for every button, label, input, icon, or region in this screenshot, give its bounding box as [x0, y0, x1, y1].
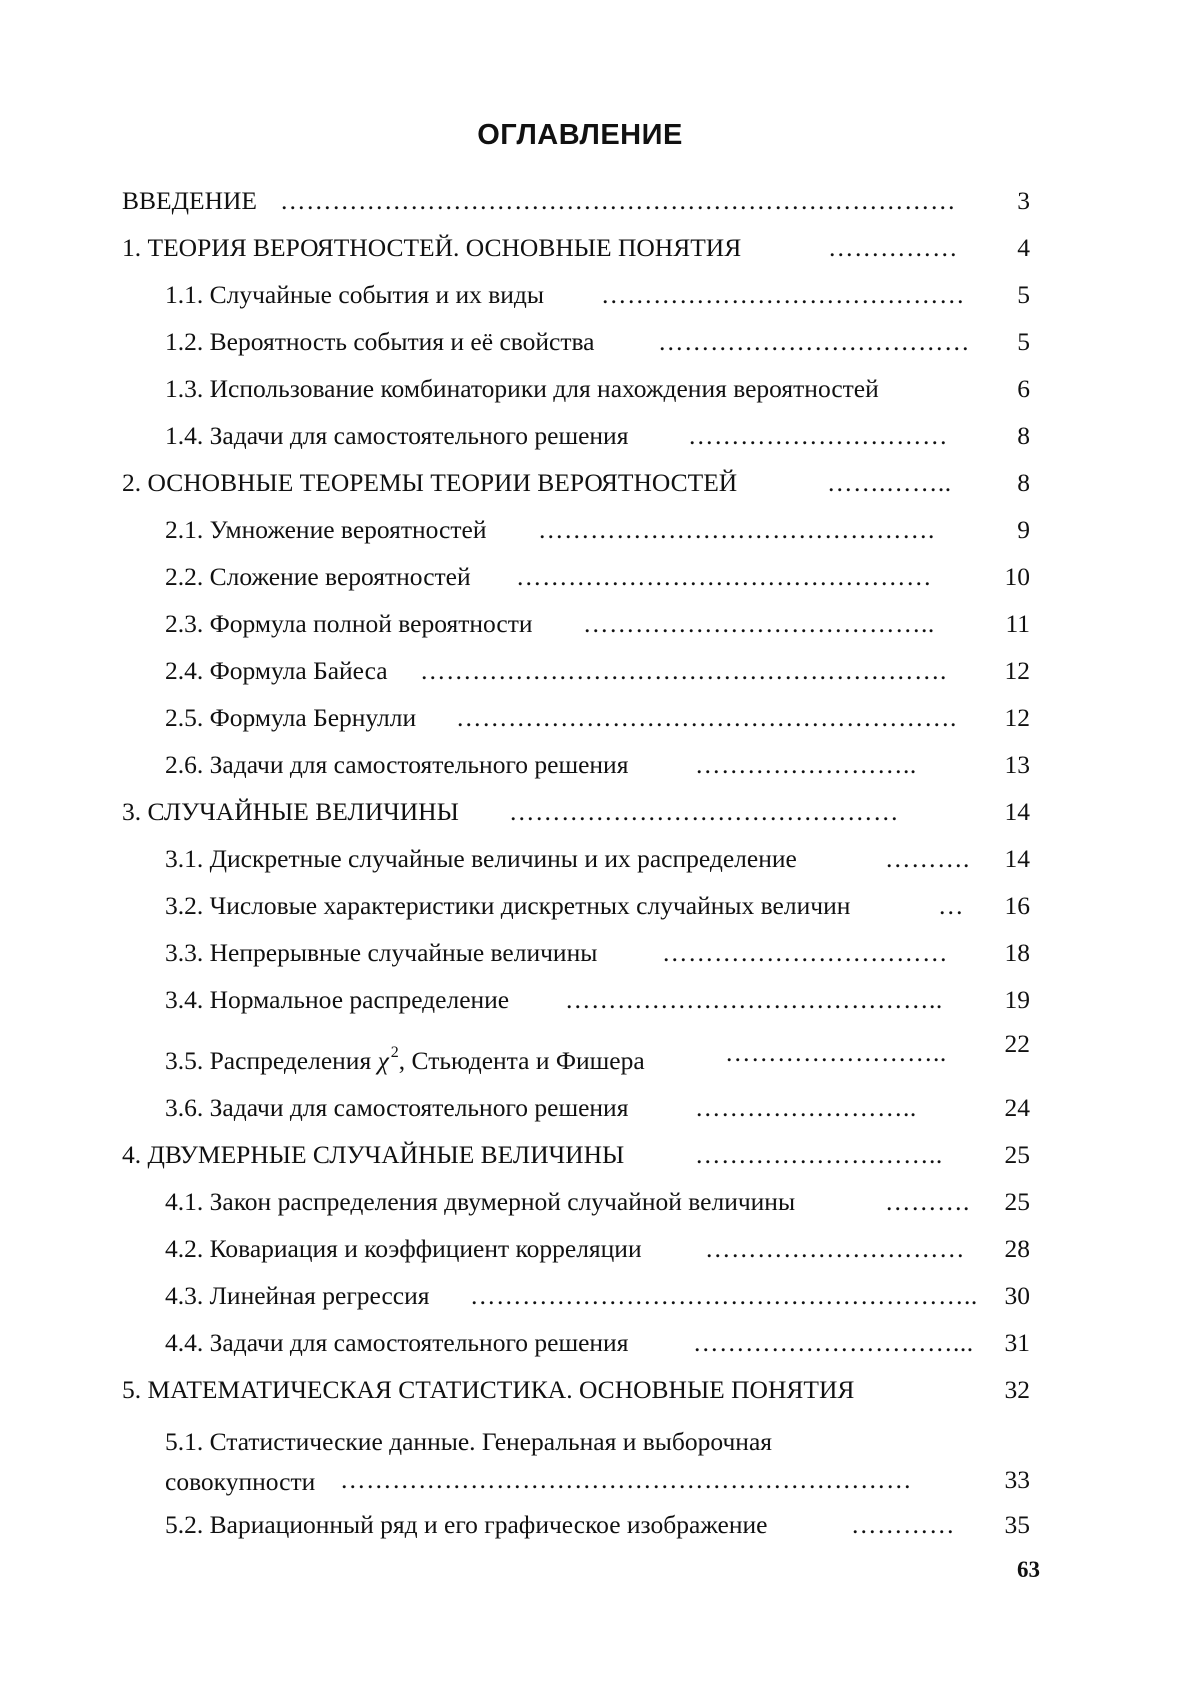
toc-page-number: 35: [1004, 1510, 1030, 1539]
toc-entry-text: 4.4. Задачи для самостоятельного решения: [165, 1328, 629, 1357]
toc-page-number: 16: [1004, 891, 1030, 920]
dot-leader: …………………………...: [693, 1328, 974, 1357]
dot-leader: …………………………: [705, 1234, 965, 1263]
toc-page-number: 33: [1004, 1465, 1030, 1494]
toc-entry-text: ВВЕДЕНИЕ: [122, 186, 257, 215]
toc-entry-introduction[interactable]: [122, 184, 1030, 218]
toc-page-number: 5: [1017, 327, 1030, 356]
toc-page-number: 11: [1005, 609, 1030, 638]
toc-entry-text: 5. МАТЕМАТИЧЕСКАЯ СТАТИСТИКА. ОСНОВНЫЕ ПОНЯТИЯ: [122, 1375, 855, 1404]
toc-entry-chapter-2[interactable]: [122, 466, 1030, 500]
toc-entry-section-4-1[interactable]: [165, 1185, 1030, 1219]
toc-entry-section-2-1[interactable]: [165, 513, 1030, 547]
toc-entry-section-2-6[interactable]: [165, 748, 1030, 782]
toc-page-number: 28: [1004, 1234, 1030, 1263]
toc-page-number: 12: [1004, 703, 1030, 732]
dot-leader: …………………………………..: [583, 609, 935, 638]
toc-page-number: 32: [1004, 1375, 1030, 1404]
toc-entry-chapter-1[interactable]: [122, 231, 1030, 265]
toc-entry-section-1-4[interactable]: [165, 419, 1030, 453]
dot-leader: ……………………………………….: [538, 515, 935, 544]
toc-page-number: 25: [1004, 1187, 1030, 1216]
dot-leader: …….……..: [827, 468, 952, 497]
toc-entry-text: 4. ДВУМЕРНЫЕ СЛУЧАЙНЫЕ ВЕЛИЧИНЫ: [122, 1140, 625, 1169]
toc-entry-text: 2.6. Задачи для самостоятельного решения: [165, 750, 629, 779]
dot-leader: ………………………………………: [509, 797, 899, 826]
toc-entry-text: 1. ТЕОРИЯ ВЕРОЯТНОСТЕЙ. ОСНОВНЫЕ ПОНЯТИЯ: [122, 233, 742, 262]
chi-symbol: χ: [377, 1046, 389, 1075]
toc-entry-text: 2. ОСНОВНЫЕ ТЕОРЕМЫ ТЕОРИИ ВЕРОЯТНОСТЕЙ: [122, 468, 738, 497]
toc-entry-text: 3.4. Нормальное распределение: [165, 985, 510, 1014]
toc-entry-section-1-1[interactable]: [165, 278, 1030, 312]
toc-entry-section-4-3[interactable]: [165, 1279, 1030, 1313]
toc-entry-chapter-4[interactable]: [122, 1138, 1030, 1172]
toc-entry-text: 3. СЛУЧАЙНЫЕ ВЕЛИЧИНЫ: [122, 797, 459, 826]
dot-leader: …………………………: [688, 421, 948, 450]
dot-leader: …: [938, 891, 964, 920]
toc-entry-text-part: , Стьюдента и Фишера: [398, 1046, 645, 1075]
toc-entry-text: 4.3. Линейная регрессия: [165, 1281, 430, 1310]
toc-page-number: 22: [1004, 1029, 1030, 1058]
toc-page-number: 10: [1004, 562, 1030, 591]
toc-entry-text: 1.1. Случайные события и их виды: [165, 280, 545, 309]
dot-leader: ……………………………………..: [565, 985, 943, 1014]
toc-entry-section-2-5[interactable]: [165, 701, 1030, 735]
dot-leader: ……….: [885, 844, 970, 873]
dot-leader: ……………………..: [695, 1093, 917, 1122]
dot-leader: …………………………………………………….: [420, 656, 947, 685]
toc-entry-section-3-3[interactable]: [165, 936, 1030, 970]
toc-page-number: 25: [1004, 1140, 1030, 1169]
dot-leader: …………………………………………: [516, 562, 932, 591]
dot-leader: ……………………..: [725, 1038, 947, 1067]
toc-entry-section-2-2[interactable]: [165, 560, 1030, 594]
toc-entry-chapter-5[interactable]: [122, 1373, 1030, 1407]
toc-entry-text: 2.4. Формула Байеса: [165, 656, 388, 685]
toc-entry-section-2-3[interactable]: [165, 607, 1030, 641]
chi-squared-symbol: [378, 1046, 399, 1075]
toc-page-number: 4: [1017, 233, 1030, 262]
toc-entry-text: 1.2. Вероятность события и её свойства: [165, 327, 595, 356]
toc-entry-text: 2.3. Формула полной вероятности: [165, 609, 533, 638]
toc-entry-text: 5.1. Статистические данные. Генеральная и выборочная совокупности: [165, 1427, 772, 1496]
toc-entry-section-4-2[interactable]: [165, 1232, 1030, 1266]
dot-leader: ……….: [885, 1187, 970, 1216]
toc-page-number: 13: [1004, 750, 1030, 779]
toc-entry-section-3-5[interactable]: [165, 1029, 1030, 1075]
toc-entry-text: 1.3. Использование комбинаторики для нахождения вероятностей: [165, 374, 879, 403]
dot-leader: ……………………………………: [601, 280, 965, 309]
toc-entry-section-5-1[interactable]: [165, 1425, 1030, 1505]
toc-page-number: 3: [1017, 186, 1030, 215]
toc-entry-text: 3.1. Дискретные случайные величины и их распределение: [165, 844, 797, 873]
toc-entry-section-4-4[interactable]: [165, 1326, 1030, 1360]
dot-leader: ……………………………: [662, 938, 948, 967]
dot-leader: ………………………………………………….: [456, 703, 957, 732]
dot-leader: ………………………..: [695, 1140, 943, 1169]
toc-page-number: 12: [1004, 656, 1030, 685]
dot-leader: …………: [851, 1510, 955, 1539]
toc-entry-text: 3.6. Задачи для самостоятельного решения: [165, 1093, 629, 1122]
toc-page-number: 18: [1004, 938, 1030, 967]
toc-entry-section-3-2[interactable]: [165, 889, 1030, 923]
dot-leader: ……………………..: [695, 750, 917, 779]
toc-entry-text: 2.2. Сложение вероятностей: [165, 562, 471, 591]
toc-entry-section-3-4[interactable]: [165, 983, 1030, 1017]
toc-page-number: 8: [1017, 468, 1030, 497]
toc-entry-text: 5.2. Вариационный ряд и его графическое изображение: [165, 1510, 768, 1539]
dot-leader: ……………: [828, 233, 958, 262]
toc-entry-text-part: 3.5. Распределения: [165, 1046, 378, 1075]
toc-entry-chapter-3[interactable]: [122, 795, 1030, 829]
toc-page-number: 8: [1017, 421, 1030, 450]
toc-entry-text: 1.4. Задачи для самостоятельного решения: [165, 421, 629, 450]
toc-entry-text: 2.5. Формула Бернулли: [165, 703, 417, 732]
toc-page-number: 14: [1004, 797, 1030, 826]
toc-entry-text: [165, 1036, 645, 1078]
toc-page-number: 9: [1017, 515, 1030, 544]
toc-entry-section-1-2[interactable]: [165, 325, 1030, 359]
toc-page-number: 5: [1017, 280, 1030, 309]
toc-entry-text: 4.1. Закон распределения двумерной случайной величины: [165, 1187, 796, 1216]
toc-page-number: 6: [1017, 374, 1030, 403]
dot-leader: …………………………………………………………: [340, 1465, 912, 1494]
toc-entry-text: 2.1. Умножение вероятностей: [165, 515, 487, 544]
toc-entry-section-1-3[interactable]: [165, 372, 1030, 406]
toc-page-number: 31: [1004, 1328, 1030, 1357]
toc-page-number: 19: [1004, 985, 1030, 1014]
toc-page-number: 24: [1004, 1093, 1030, 1122]
dot-leader: ……………………………………………………………………: [280, 186, 956, 215]
toc-entry-section-2-4[interactable]: [165, 654, 1030, 688]
page-number: 63: [1017, 1557, 1040, 1582]
toc-page-number: 30: [1004, 1281, 1030, 1310]
toc-page-number: 14: [1004, 844, 1030, 873]
toc-entry-text: 4.2. Ковариация и коэффициент корреляции: [165, 1234, 642, 1263]
dot-leader: ………………………………: [658, 327, 970, 356]
superscript-power: 2: [390, 1044, 399, 1061]
toc-entry-section-3-6[interactable]: [165, 1091, 1030, 1125]
toc-entry-text: 3.2. Числовые характеристики дискретных случайных величин: [165, 891, 851, 920]
toc-entry-text: 3.3. Непрерывные случайные величины: [165, 938, 598, 967]
dot-leader: …………………………………………………..: [470, 1281, 978, 1310]
toc-entry-section-5-2[interactable]: [165, 1508, 1030, 1542]
toc-entry-section-3-1[interactable]: [165, 842, 1030, 876]
page-title: ОГЛАВЛЕНИЕ: [477, 119, 683, 151]
